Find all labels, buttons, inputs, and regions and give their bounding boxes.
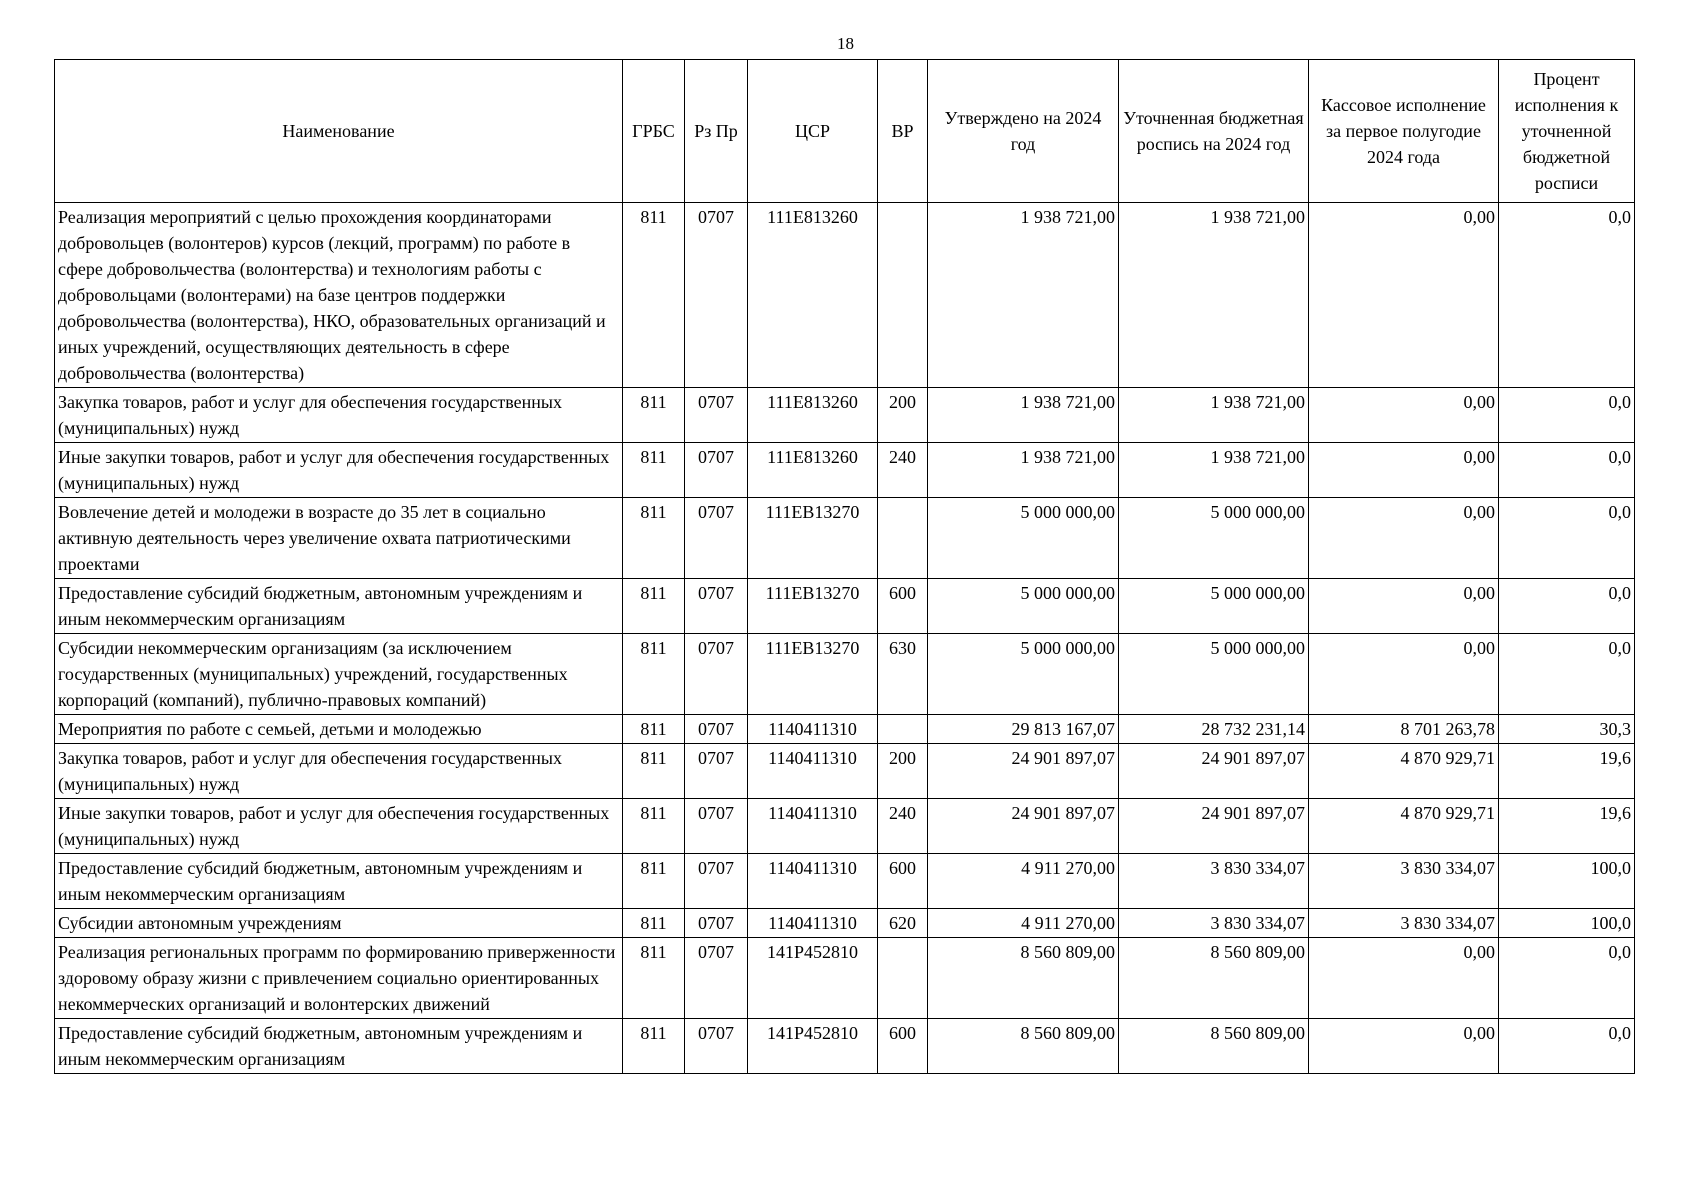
cell-name: Иные закупки товаров, работ и услуг для обеспечения государственных (муниципальных) нужд — [55, 443, 623, 498]
cell-csr: 1140411310 — [748, 854, 878, 909]
cell-grbs: 811 — [623, 443, 685, 498]
cell-grbs: 811 — [623, 498, 685, 579]
cell-grbs: 811 — [623, 579, 685, 634]
cell-grbs: 811 — [623, 799, 685, 854]
table-row — [55, 1019, 1635, 1074]
cell-name: Предоставление субсидий бюджетным, автономным учреждениям и иным некоммерческим организациям — [55, 854, 623, 909]
cell-percent: 0,0 — [1499, 1019, 1635, 1074]
header-percent: Процент исполнения к уточненной бюджетной росписи — [1499, 60, 1635, 203]
cell-cash-execution: 0,00 — [1309, 203, 1499, 388]
cell-grbs: 811 — [623, 203, 685, 388]
header-vr: ВР — [878, 60, 928, 203]
cell-vr: 200 — [878, 744, 928, 799]
cell-percent: 0,0 — [1499, 443, 1635, 498]
cell-name: Мероприятия по работе с семьей, детьми и молодежью — [55, 715, 623, 744]
cell-vr: 600 — [878, 1019, 928, 1074]
cell-name: Реализация региональных программ по формированию приверженности здоровому образу жизни с привлечением социально ориентированных некоммерческих организаций и волонтерских движений — [55, 938, 623, 1019]
cell-cash-execution: 3 830 334,07 — [1309, 854, 1499, 909]
cell-approved: 5 000 000,00 — [928, 634, 1119, 715]
cell-refined: 3 830 334,07 — [1119, 854, 1309, 909]
cell-csr: 111EB13270 — [748, 634, 878, 715]
cell-vr: 240 — [878, 443, 928, 498]
cell-rzpr: 0707 — [685, 715, 748, 744]
cell-grbs: 811 — [623, 854, 685, 909]
table-row — [55, 443, 1635, 498]
header-rzpr: Рз Пр — [685, 60, 748, 203]
cell-rzpr: 0707 — [685, 744, 748, 799]
table-row — [55, 579, 1635, 634]
header-csr: ЦСР — [748, 60, 878, 203]
cell-csr: 111EB13270 — [748, 579, 878, 634]
table-row — [55, 203, 1635, 388]
cell-cash-execution: 3 830 334,07 — [1309, 909, 1499, 938]
table-row — [55, 854, 1635, 909]
cell-csr: 111EB13270 — [748, 498, 878, 579]
cell-percent: 19,6 — [1499, 799, 1635, 854]
table-row — [55, 634, 1635, 715]
cell-name: Предоставление субсидий бюджетным, автономным учреждениям и иным некоммерческим организациям — [55, 579, 623, 634]
cell-refined: 5 000 000,00 — [1119, 634, 1309, 715]
cell-percent: 0,0 — [1499, 498, 1635, 579]
cell-grbs: 811 — [623, 634, 685, 715]
cell-approved: 5 000 000,00 — [928, 579, 1119, 634]
cell-csr: 1140411310 — [748, 909, 878, 938]
cell-refined: 24 901 897,07 — [1119, 744, 1309, 799]
cell-vr: 620 — [878, 909, 928, 938]
cell-cash-execution: 0,00 — [1309, 938, 1499, 1019]
cell-csr: 1140411310 — [748, 744, 878, 799]
cell-vr — [878, 203, 928, 388]
cell-approved: 1 938 721,00 — [928, 388, 1119, 443]
cell-cash-execution: 0,00 — [1309, 1019, 1499, 1074]
cell-grbs: 811 — [623, 388, 685, 443]
cell-rzpr: 0707 — [685, 498, 748, 579]
cell-approved: 5 000 000,00 — [928, 498, 1119, 579]
table-row — [55, 744, 1635, 799]
cell-csr: 111E813260 — [748, 388, 878, 443]
cell-grbs: 811 — [623, 909, 685, 938]
cell-percent: 0,0 — [1499, 579, 1635, 634]
cell-name: Закупка товаров, работ и услуг для обеспечения государственных (муниципальных) нужд — [55, 388, 623, 443]
table-header-row — [55, 60, 1635, 203]
cell-vr: 600 — [878, 579, 928, 634]
cell-refined: 3 830 334,07 — [1119, 909, 1309, 938]
cell-cash-execution: 0,00 — [1309, 634, 1499, 715]
cell-approved: 24 901 897,07 — [928, 799, 1119, 854]
cell-cash-execution: 8 701 263,78 — [1309, 715, 1499, 744]
cell-percent: 100,0 — [1499, 854, 1635, 909]
cell-vr — [878, 498, 928, 579]
cell-rzpr: 0707 — [685, 938, 748, 1019]
cell-cash-execution: 0,00 — [1309, 388, 1499, 443]
cell-refined: 1 938 721,00 — [1119, 203, 1309, 388]
table-row — [55, 799, 1635, 854]
cell-name: Субсидии некоммерческим организациям (за исключением государственных (муниципальных) учреждений, государственных корпораций (компаний), публично-правовых компаний) — [55, 634, 623, 715]
cell-csr: 1140411310 — [748, 799, 878, 854]
cell-approved: 1 938 721,00 — [928, 443, 1119, 498]
cell-name: Вовлечение детей и молодежи в возрасте до 35 лет в социально активную деятельность через увеличение охвата патриотическими проектами — [55, 498, 623, 579]
cell-approved: 1 938 721,00 — [928, 203, 1119, 388]
cell-approved: 8 560 809,00 — [928, 1019, 1119, 1074]
cell-grbs: 811 — [623, 744, 685, 799]
cell-refined: 24 901 897,07 — [1119, 799, 1309, 854]
cell-csr: 1140411310 — [748, 715, 878, 744]
cell-approved: 8 560 809,00 — [928, 938, 1119, 1019]
table-row — [55, 715, 1635, 744]
cell-rzpr: 0707 — [685, 909, 748, 938]
cell-percent: 100,0 — [1499, 909, 1635, 938]
header-grbs: ГРБС — [623, 60, 685, 203]
cell-percent: 0,0 — [1499, 938, 1635, 1019]
header-approved: Утверждено на 2024 год — [928, 60, 1119, 203]
cell-percent: 30,3 — [1499, 715, 1635, 744]
cell-refined: 28 732 231,14 — [1119, 715, 1309, 744]
cell-grbs: 811 — [623, 938, 685, 1019]
cell-grbs: 811 — [623, 1019, 685, 1074]
cell-vr: 240 — [878, 799, 928, 854]
cell-approved: 24 901 897,07 — [928, 744, 1119, 799]
cell-name: Субсидии автономным учреждениям — [55, 909, 623, 938]
cell-percent: 0,0 — [1499, 203, 1635, 388]
cell-cash-execution: 0,00 — [1309, 579, 1499, 634]
cell-refined: 5 000 000,00 — [1119, 498, 1309, 579]
cell-rzpr: 0707 — [685, 799, 748, 854]
header-refined: Уточненная бюджетная роспись на 2024 год — [1119, 60, 1309, 203]
cell-approved: 4 911 270,00 — [928, 909, 1119, 938]
header-name: Наименование — [55, 60, 623, 203]
cell-cash-execution: 0,00 — [1309, 498, 1499, 579]
header-cash-execution: Кассовое исполнение за первое полугодие 2024 года — [1309, 60, 1499, 203]
cell-rzpr: 0707 — [685, 579, 748, 634]
cell-vr — [878, 938, 928, 1019]
cell-percent: 0,0 — [1499, 634, 1635, 715]
table-row — [55, 938, 1635, 1019]
cell-name: Иные закупки товаров, работ и услуг для обеспечения государственных (муниципальных) нужд — [55, 799, 623, 854]
cell-grbs: 811 — [623, 715, 685, 744]
cell-name: Закупка товаров, работ и услуг для обеспечения государственных (муниципальных) нужд — [55, 744, 623, 799]
cell-cash-execution: 4 870 929,71 — [1309, 799, 1499, 854]
cell-vr: 630 — [878, 634, 928, 715]
cell-refined: 1 938 721,00 — [1119, 388, 1309, 443]
cell-approved: 29 813 167,07 — [928, 715, 1119, 744]
cell-cash-execution: 4 870 929,71 — [1309, 744, 1499, 799]
table-row — [55, 498, 1635, 579]
cell-rzpr: 0707 — [685, 1019, 748, 1074]
cell-refined: 8 560 809,00 — [1119, 938, 1309, 1019]
cell-vr — [878, 715, 928, 744]
cell-vr: 600 — [878, 854, 928, 909]
cell-rzpr: 0707 — [685, 388, 748, 443]
page-number: 18 — [837, 34, 854, 53]
cell-csr: 141P452810 — [748, 1019, 878, 1074]
cell-refined: 1 938 721,00 — [1119, 443, 1309, 498]
table-row — [55, 388, 1635, 443]
cell-refined: 5 000 000,00 — [1119, 579, 1309, 634]
cell-percent: 0,0 — [1499, 388, 1635, 443]
budget-table — [54, 59, 1635, 1074]
cell-percent: 19,6 — [1499, 744, 1635, 799]
cell-rzpr: 0707 — [685, 443, 748, 498]
cell-rzpr: 0707 — [685, 634, 748, 715]
cell-csr: 111E813260 — [748, 203, 878, 388]
cell-rzpr: 0707 — [685, 854, 748, 909]
cell-cash-execution: 0,00 — [1309, 443, 1499, 498]
cell-refined: 8 560 809,00 — [1119, 1019, 1309, 1074]
cell-vr: 200 — [878, 388, 928, 443]
cell-rzpr: 0707 — [685, 203, 748, 388]
cell-name: Реализация мероприятий с целью прохождения координаторами добровольцев (волонтеров) курсов (лекций, программ) по работе в сфере добровольчества (волонтерства) и технологиям работы с добровольцами (волонтерами) на базе центров поддержки добровольчества (волонтерства), НКО, образовательных организаций и иных учреждений, осуществляющих деятельность в сфере добровольчества (волонтерства) — [55, 203, 623, 388]
cell-approved: 4 911 270,00 — [928, 854, 1119, 909]
cell-csr: 141P452810 — [748, 938, 878, 1019]
cell-name: Предоставление субсидий бюджетным, автономным учреждениям и иным некоммерческим организациям — [55, 1019, 623, 1074]
table-row — [55, 909, 1635, 938]
cell-csr: 111E813260 — [748, 443, 878, 498]
